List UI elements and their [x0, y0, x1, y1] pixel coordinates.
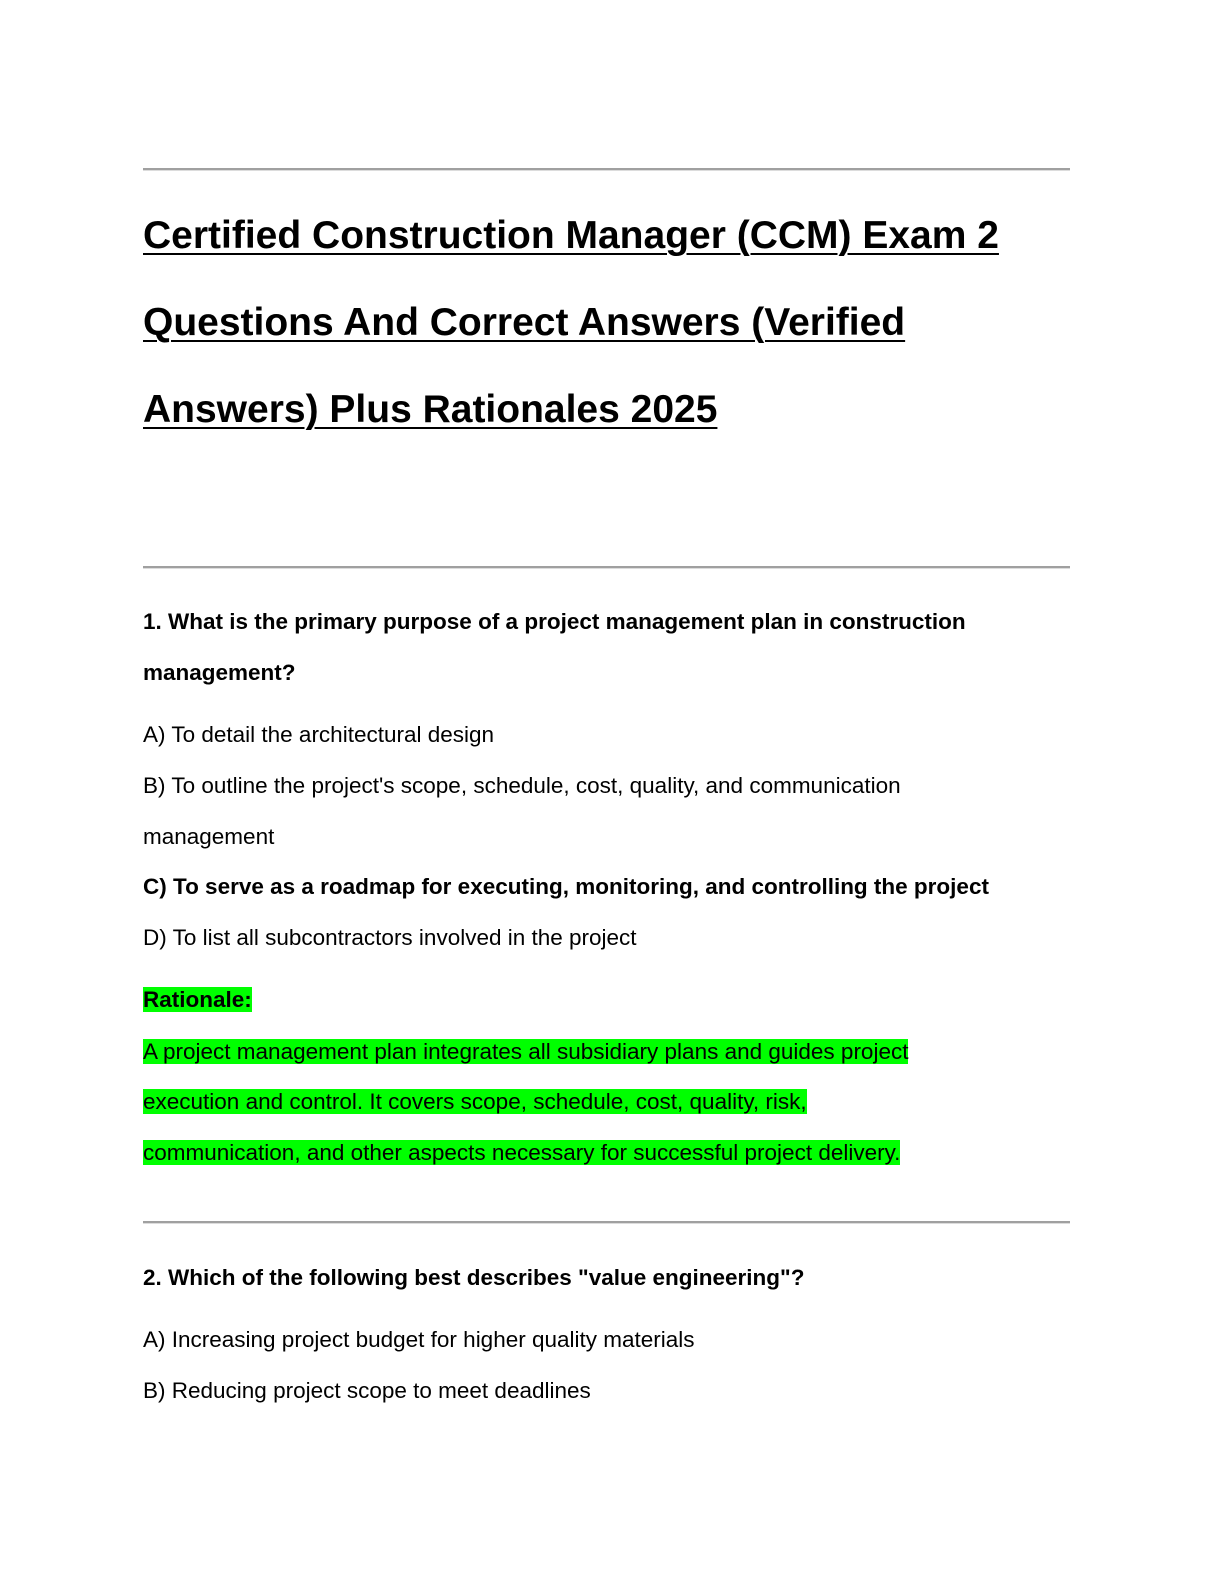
rationale-text-3: communication, and other aspects necessary for successful project delivery. [143, 1140, 901, 1165]
question-1-option-d: D) To list all subcontractors involved in the project [143, 925, 637, 950]
title-line-2: Questions And Correct Answers (Verified [143, 301, 906, 344]
question-1-text-line-2: management? [143, 660, 296, 685]
question-1-rationale-line-3 [143, 1138, 900, 1168]
divider-after-question-1 [143, 1221, 1070, 1224]
question-1-rationale-line-1 [143, 1037, 908, 1067]
question-1-text-line-1: 1. What is the primary purpose of a project management plan in construction [143, 609, 966, 634]
question-1-rationale-line-2 [143, 1087, 807, 1117]
question-1-option-a: A) To detail the architectural design [143, 722, 495, 747]
divider-top [143, 168, 1070, 171]
question-1-option-c-correct: C) To serve as a roadmap for executing, monitoring, and controlling the project [143, 874, 989, 899]
question-1-rationale-label-line [143, 985, 252, 1015]
question-2-option-a: A) Increasing project budget for higher quality materials [143, 1327, 695, 1352]
rationale-text-1: A project management plan integrates all subsidiary plans and guides project [143, 1039, 909, 1064]
divider-after-title [143, 566, 1070, 569]
question-1-option-b-line-1: B) To outline the project's scope, schedule, cost, quality, and communication [143, 773, 901, 798]
question-2-text: 2. Which of the following best describes "value engineering"? [143, 1265, 805, 1290]
title-line-1: Certified Construction Manager (CCM) Exam 2 [143, 214, 999, 257]
question-2-option-b: B) Reducing project scope to meet deadlines [143, 1378, 591, 1403]
rationale-label: Rationale: [143, 987, 252, 1012]
question-1-option-b-line-2: management [143, 824, 275, 849]
rationale-text-2: execution and control. It covers scope, schedule, cost, quality, risk, [143, 1089, 807, 1114]
title-line-3: Answers) Plus Rationales 2025 [143, 388, 718, 431]
